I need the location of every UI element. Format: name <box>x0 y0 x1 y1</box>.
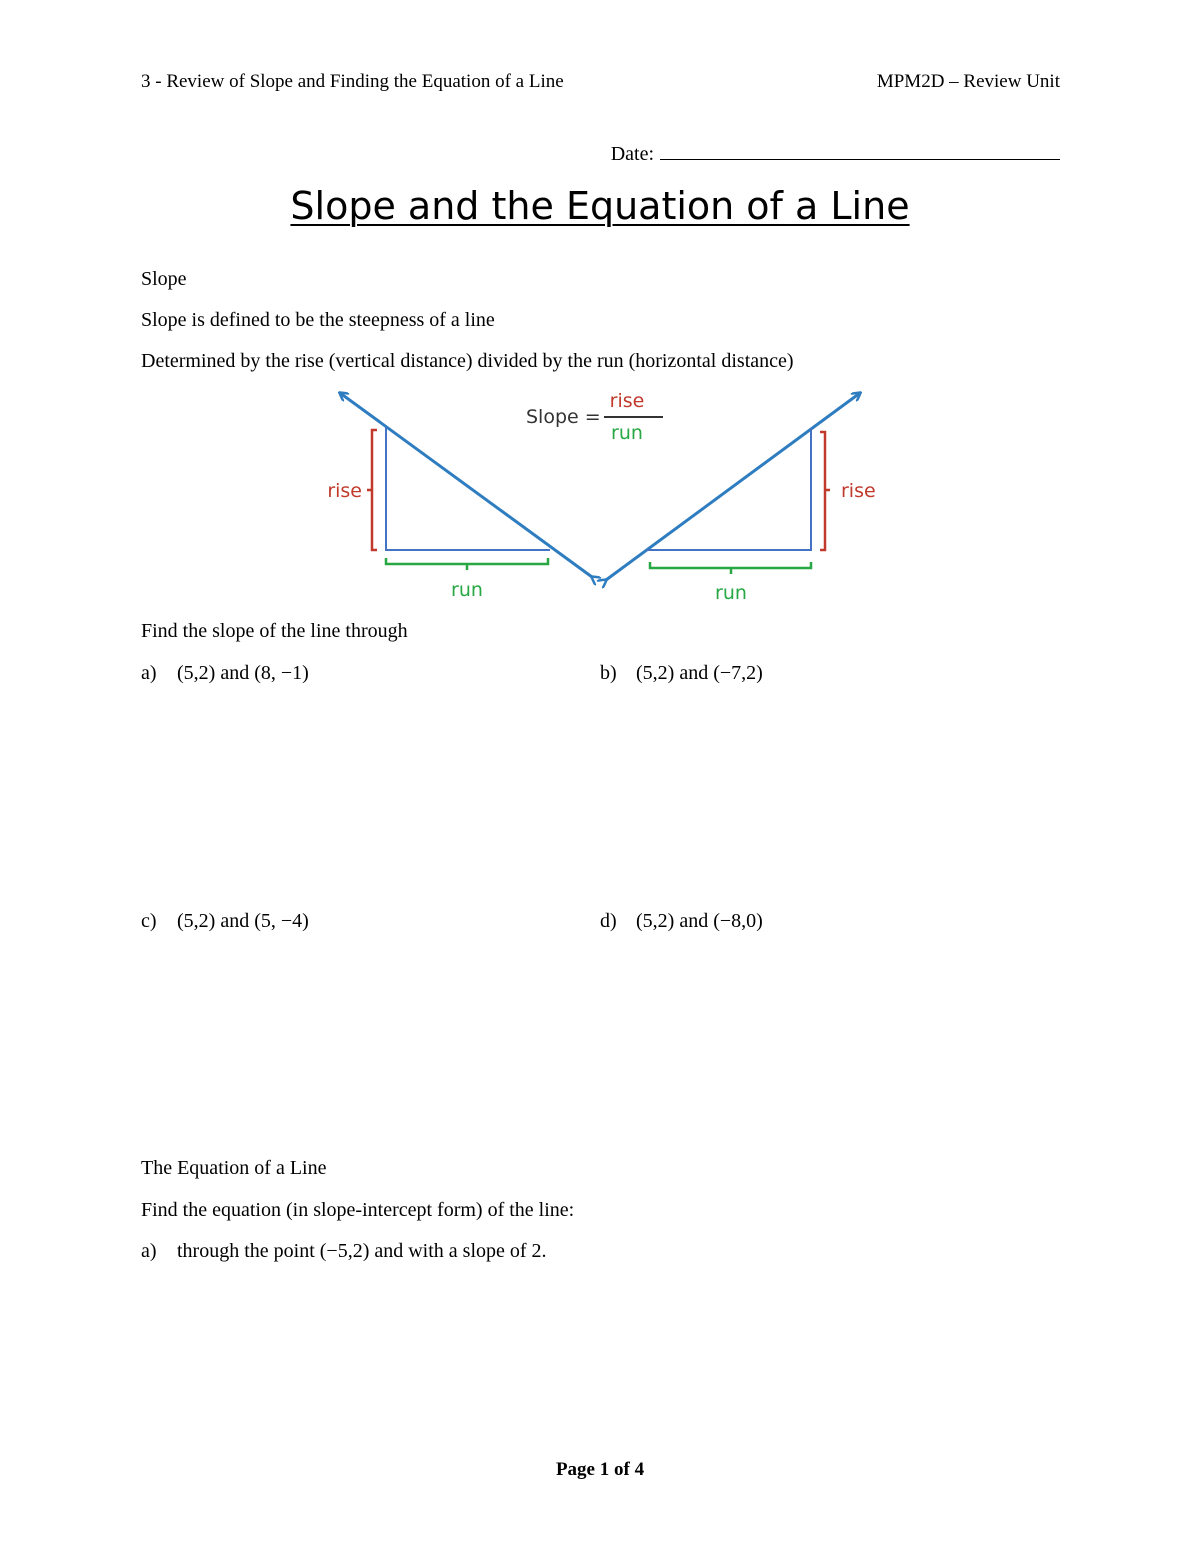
equation-heading: The Equation of a Line <box>141 1157 327 1179</box>
slope-heading: Slope <box>141 268 187 290</box>
header-right: MPM2D – Review Unit <box>876 71 1060 92</box>
left-rise-bracket <box>367 430 377 550</box>
slope-diagram <box>290 384 890 609</box>
question-label: c) <box>141 910 157 932</box>
question-slope-c <box>141 910 309 933</box>
formula-prefix: Slope = <box>526 406 601 428</box>
left-rise-label: rise <box>327 480 362 502</box>
equation-prompt: Find the equation (in slope-intercept form) of the line: <box>141 1199 575 1221</box>
left-run-bracket <box>386 558 548 570</box>
header-left: 3 - Review of Slope and Finding the Equation of a Line <box>141 71 564 92</box>
footer-page-total: 4 <box>634 1459 645 1480</box>
question-label: d) <box>600 910 617 932</box>
date-label: Date: <box>610 143 654 165</box>
question-slope-d <box>600 910 763 933</box>
page-title: Slope and the Equation of a Line <box>290 184 910 228</box>
right-run-bracket <box>650 562 811 574</box>
question-equation-a <box>141 1240 547 1263</box>
question-text: (5,2) and (−8,0) <box>636 910 763 932</box>
slope-definition: Slope is defined to be the steepness of a line <box>141 309 495 331</box>
question-slope-b <box>600 662 763 685</box>
question-text: (5,2) and (5, −4) <box>177 910 309 932</box>
right-line <box>606 393 860 580</box>
slope-determined: Determined by the rise (vertical distance) divided by the run (horizontal distance) <box>141 350 794 372</box>
footer-page-num: 1 <box>599 1459 610 1480</box>
date-field <box>611 143 1060 166</box>
question-label: a) <box>141 1240 157 1262</box>
footer-page-word: Page <box>555 1459 595 1480</box>
right-rise-label: rise <box>841 480 876 502</box>
question-text: through the point (−5,2) and with a slope of 2. <box>177 1240 547 1262</box>
question-text: (5,2) and (8, −1) <box>177 662 309 684</box>
left-run-label: run <box>451 579 483 601</box>
right-rise-bracket <box>820 432 830 550</box>
question-text: (5,2) and (−7,2) <box>636 662 763 684</box>
question-slope-a <box>141 662 309 685</box>
formula-rise: rise <box>609 390 645 412</box>
footer-of-word: of <box>613 1459 630 1480</box>
question-label: a) <box>141 662 157 684</box>
right-run-label: run <box>715 582 747 604</box>
question-label: b) <box>600 662 617 684</box>
find-slope-prompt: Find the slope of the line through <box>141 620 408 642</box>
page-footer <box>0 1459 1200 1481</box>
date-blank <box>660 143 1060 160</box>
formula-run: run <box>611 422 643 444</box>
